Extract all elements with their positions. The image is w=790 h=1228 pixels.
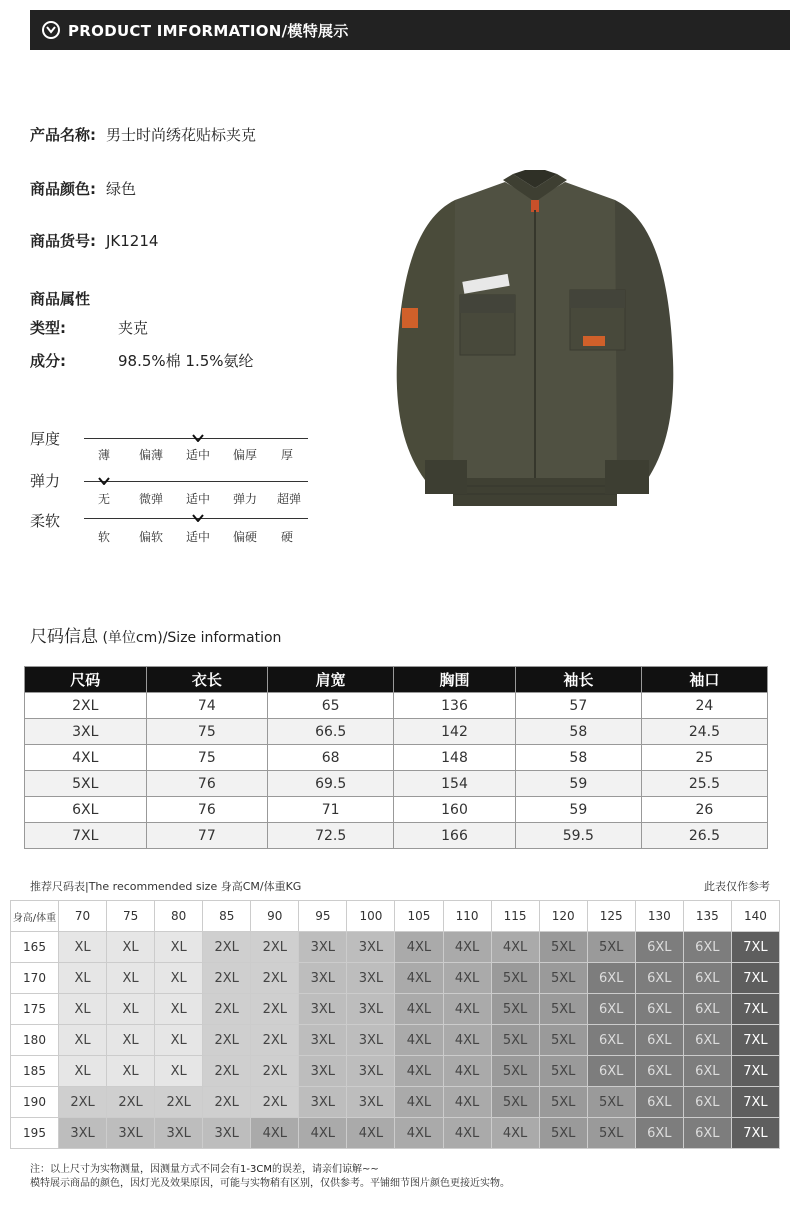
scale-option: 厚	[280, 448, 293, 462]
recommend-size-cell: 5XL	[539, 994, 587, 1025]
size-table-cell: 59.5	[515, 823, 641, 849]
size-table-row	[25, 823, 768, 849]
size-table-row	[25, 745, 768, 771]
size-table-cell: 25.5	[641, 771, 767, 797]
size-table-cell: 58	[515, 745, 641, 771]
recommend-size-cell: 6XL	[587, 994, 635, 1025]
recommend-row	[11, 1056, 780, 1087]
size-table-cell: 59	[515, 797, 641, 823]
size-table-header-cell: 袖口	[641, 667, 767, 693]
recommend-size-cell: 7XL	[731, 963, 779, 994]
recommend-size-cell: 5XL	[491, 1025, 539, 1056]
recommend-size-cell: 2XL	[203, 994, 251, 1025]
recommend-weight-cell: 110	[443, 901, 491, 932]
recommend-size-cell: 5XL	[539, 932, 587, 963]
size-table-cell: 76	[146, 797, 268, 823]
product-name-row	[30, 124, 256, 145]
recommend-weight-cell: 95	[299, 901, 347, 932]
recommend-size-cell: 4XL	[299, 1118, 347, 1149]
banner-title: PRODUCT IMFORMATION/模特展示	[68, 21, 349, 40]
recommend-size-cell: 4XL	[491, 1118, 539, 1149]
recommend-size-cell: 3XL	[155, 1118, 203, 1149]
recommend-size-cell: 3XL	[347, 994, 395, 1025]
recommend-size-cell: 6XL	[635, 1118, 683, 1149]
jacket-product-image	[385, 160, 685, 515]
composition-row	[30, 350, 254, 371]
recommend-size-cell: 5XL	[539, 963, 587, 994]
recommend-row	[11, 1025, 780, 1056]
recommend-weight-cell: 105	[395, 901, 443, 932]
product-name-value: 男士时尚绣花贴标夹克	[106, 126, 257, 144]
product-sku-row	[30, 230, 158, 251]
size-table-header-cell: 袖长	[515, 667, 641, 693]
recommend-size-cell: 6XL	[683, 932, 731, 963]
recommend-height-cell: 170	[11, 963, 59, 994]
type-value: 夹克	[118, 319, 149, 337]
size-table-cell: 136	[394, 693, 516, 719]
recommend-size-cell: 2XL	[107, 1087, 155, 1118]
recommend-size-cell: 5XL	[587, 1087, 635, 1118]
recommend-size-cell: 3XL	[347, 1025, 395, 1056]
recommend-size-cell: 6XL	[683, 1056, 731, 1087]
size-table-row	[25, 693, 768, 719]
scale-option: 薄	[97, 448, 110, 462]
scale-marker-icon	[98, 477, 110, 485]
recommend-size-cell: XL	[155, 932, 203, 963]
recommend-size-cell: XL	[107, 994, 155, 1025]
chevron-down-icon	[42, 21, 60, 39]
attributes-label: 商品属性	[30, 290, 91, 308]
recommend-size-cell: 4XL	[395, 932, 443, 963]
scale-label: 厚度	[30, 430, 61, 448]
recommend-size-cell: 6XL	[635, 963, 683, 994]
recommend-size-cell: XL	[59, 963, 107, 994]
scale-option: 软	[97, 530, 110, 544]
size-table-header	[25, 667, 768, 693]
recommend-height-cell: 165	[11, 932, 59, 963]
size-table-cell: 6XL	[25, 797, 147, 823]
scale-option: 无	[97, 492, 110, 506]
recommend-size-cell: 4XL	[443, 1056, 491, 1087]
recommend-header-row	[11, 901, 780, 932]
recommend-weight-cell: 70	[59, 901, 107, 932]
product-color-row	[30, 178, 136, 199]
recommend-size-cell: 3XL	[203, 1118, 251, 1149]
size-table-cell: 76	[146, 771, 268, 797]
recommend-size-cell: XL	[155, 963, 203, 994]
recommend-size-cell: XL	[155, 1056, 203, 1087]
scale-marker-icon	[192, 514, 204, 522]
recommend-weight-cell: 130	[635, 901, 683, 932]
footnote-line-2: 模特展示商品的颜色，因灯光及效果原因，可能与实物稍有区别，仅供参考。平铺细节图片颜色更接近实物。	[30, 1178, 510, 1189]
scale-option: 偏硬	[232, 530, 257, 544]
recommend-size-cell: 2XL	[59, 1087, 107, 1118]
recommend-row	[11, 994, 780, 1025]
recommend-size-cell: 4XL	[443, 1025, 491, 1056]
recommend-size-cell: 6XL	[635, 1025, 683, 1056]
recommend-size-cell: 5XL	[491, 994, 539, 1025]
size-table-cell: 69.5	[268, 771, 394, 797]
scale-line	[84, 481, 308, 482]
recommend-size-cell: 3XL	[299, 994, 347, 1025]
recommend-size-cell: 3XL	[299, 1056, 347, 1087]
size-table-cell: 24	[641, 693, 767, 719]
recommend-table	[10, 900, 780, 1149]
size-table-cell: 24.5	[641, 719, 767, 745]
product-attributes-heading	[30, 288, 90, 309]
scale-option: 偏软	[138, 530, 163, 544]
recommend-size-cell: 4XL	[443, 1087, 491, 1118]
scale-option: 超弹	[276, 492, 301, 506]
size-table-cell: 142	[394, 719, 516, 745]
size-table-row	[25, 797, 768, 823]
recommend-size-cell: XL	[59, 932, 107, 963]
recommend-size-cell: 6XL	[635, 1087, 683, 1118]
recommend-weight-cell: 120	[539, 901, 587, 932]
recommend-size-cell: XL	[59, 1056, 107, 1087]
size-table-cell: 25	[641, 745, 767, 771]
recommend-size-cell: 7XL	[731, 994, 779, 1025]
recommend-height-cell: 175	[11, 994, 59, 1025]
size-table-cell: 5XL	[25, 771, 147, 797]
recommend-size-cell: 4XL	[443, 963, 491, 994]
recommend-size-cell: 6XL	[635, 932, 683, 963]
size-table-cell: 154	[394, 771, 516, 797]
recommend-size-cell: 5XL	[539, 1025, 587, 1056]
recommend-size-cell: 3XL	[299, 1025, 347, 1056]
recommend-size-cell: 6XL	[635, 1056, 683, 1087]
recommend-size-cell: XL	[107, 1056, 155, 1087]
scale-label: 柔软	[30, 512, 61, 530]
product-color-value: 绿色	[106, 180, 137, 198]
recommend-weight-cell: 125	[587, 901, 635, 932]
scale-option: 偏厚	[232, 448, 257, 462]
section-banner	[30, 10, 790, 50]
recommend-size-cell: 3XL	[299, 932, 347, 963]
recommend-size-cell: 2XL	[203, 963, 251, 994]
recommend-size-cell: 5XL	[539, 1087, 587, 1118]
scale-option: 偏薄	[138, 448, 163, 462]
recommend-size-cell: XL	[107, 963, 155, 994]
recommend-size-cell: 5XL	[539, 1056, 587, 1087]
recommend-size-cell: 4XL	[395, 1087, 443, 1118]
recommend-height-cell: 185	[11, 1056, 59, 1087]
recommend-size-cell: 4XL	[443, 1118, 491, 1149]
recommend-weight-cell: 85	[203, 901, 251, 932]
recommend-size-cell: 6XL	[587, 963, 635, 994]
recommend-size-cell: 7XL	[731, 932, 779, 963]
size-info-heading: 尺码信息	[30, 627, 98, 647]
recommend-size-cell: XL	[155, 994, 203, 1025]
recommend-size-cell: XL	[155, 1025, 203, 1056]
size-table-row	[25, 771, 768, 797]
scale-option: 适中	[185, 492, 210, 506]
composition-label: 成分:	[30, 352, 66, 370]
size-table-row	[25, 719, 768, 745]
recommend-size-cell: 5XL	[491, 1056, 539, 1087]
recommend-size-cell: 4XL	[395, 1025, 443, 1056]
size-table-cell: 66.5	[268, 719, 394, 745]
recommend-height-cell: 195	[11, 1118, 59, 1149]
size-table-cell: 4XL	[25, 745, 147, 771]
recommend-size-cell: 6XL	[683, 1087, 731, 1118]
scale-marker-icon	[192, 434, 204, 442]
product-sku-label: 商品货号:	[30, 232, 96, 250]
recommend-height-cell: 190	[11, 1087, 59, 1118]
product-sku-value: JK1214	[106, 232, 159, 250]
recommend-weight-cell: 80	[155, 901, 203, 932]
recommend-row	[11, 963, 780, 994]
recommend-size-cell: 7XL	[731, 1056, 779, 1087]
recommend-row	[11, 932, 780, 963]
size-table-cell: 58	[515, 719, 641, 745]
recommend-size-cell: 3XL	[299, 1087, 347, 1118]
recommend-size-cell: 3XL	[347, 1056, 395, 1087]
composition-value: 98.5%棉 1.5%氨纶	[118, 352, 254, 370]
recommend-size-cell: 6XL	[683, 994, 731, 1025]
scale-option: 弹力	[232, 492, 257, 506]
scale-label: 弹力	[30, 472, 61, 490]
recommend-weight-cell: 135	[683, 901, 731, 932]
size-table-cell: 7XL	[25, 823, 147, 849]
recommend-size-cell: 6XL	[683, 1025, 731, 1056]
recommend-size-cell: XL	[59, 1025, 107, 1056]
recommend-size-cell: 2XL	[251, 1056, 299, 1087]
recommend-size-cell: 3XL	[347, 932, 395, 963]
recommend-row	[11, 1087, 780, 1118]
size-table	[24, 666, 768, 849]
recommend-row	[11, 1118, 780, 1149]
recommend-size-cell: 4XL	[251, 1118, 299, 1149]
recommend-size-cell: 6XL	[683, 963, 731, 994]
recommend-weight-cell: 100	[347, 901, 395, 932]
recommend-size-cell: 7XL	[731, 1087, 779, 1118]
scale-option: 硬	[280, 530, 293, 544]
recommend-size-cell: 6XL	[587, 1025, 635, 1056]
type-label: 类型:	[30, 319, 66, 337]
recommend-height-cell: 180	[11, 1025, 59, 1056]
recommend-size-cell: 5XL	[539, 1118, 587, 1149]
recommend-size-cell: 4XL	[395, 994, 443, 1025]
footnote-line-1: 注：以上尺寸为实物测量，因测量方式不同会有1-3CM的误差，请亲们谅解~~	[30, 1164, 379, 1175]
recommend-weight-cell: 90	[251, 901, 299, 932]
recommend-size-cell: 5XL	[587, 1118, 635, 1149]
size-table-cell: 71	[268, 797, 394, 823]
size-table-header-cell: 胸围	[394, 667, 516, 693]
recommend-size-cell: 6XL	[635, 994, 683, 1025]
size-table-cell: 26	[641, 797, 767, 823]
size-table-cell: 74	[146, 693, 268, 719]
recommend-size-cell: 3XL	[107, 1118, 155, 1149]
recommend-size-cell: 4XL	[443, 932, 491, 963]
recommend-note: 此表仅作参考	[704, 880, 770, 893]
scale-option: 微弹	[138, 492, 163, 506]
recommend-title: 推荐尺码表|The recommended size 身高CM/体重KG	[30, 880, 302, 893]
size-table-cell: 75	[146, 745, 268, 771]
size-table-header-cell: 肩宽	[268, 667, 394, 693]
recommend-size-cell: 3XL	[299, 963, 347, 994]
type-row	[30, 317, 148, 338]
size-table-cell: 68	[268, 745, 394, 771]
size-table-cell: 77	[146, 823, 268, 849]
recommend-size-cell: XL	[59, 994, 107, 1025]
recommend-size-cell: 4XL	[491, 932, 539, 963]
size-table-cell: 75	[146, 719, 268, 745]
recommend-size-cell: 6XL	[587, 1056, 635, 1087]
recommend-size-cell: 4XL	[443, 994, 491, 1025]
recommend-size-cell: 5XL	[587, 932, 635, 963]
size-table-cell: 26.5	[641, 823, 767, 849]
recommend-size-cell: 7XL	[731, 1025, 779, 1056]
recommend-size-cell: 3XL	[347, 963, 395, 994]
recommend-size-cell: XL	[107, 932, 155, 963]
size-table-cell: 160	[394, 797, 516, 823]
recommend-size-cell: 4XL	[395, 1056, 443, 1087]
recommend-size-cell: 2XL	[251, 932, 299, 963]
recommend-size-cell: 4XL	[395, 1118, 443, 1149]
recommend-size-cell: 5XL	[491, 1087, 539, 1118]
recommend-size-cell: 4XL	[395, 963, 443, 994]
recommend-weight-cell: 140	[731, 901, 779, 932]
recommend-size-cell: 6XL	[683, 1118, 731, 1149]
recommend-size-cell: 2XL	[203, 1025, 251, 1056]
recommend-weight-cell: 115	[491, 901, 539, 932]
recommend-size-cell: 4XL	[347, 1118, 395, 1149]
recommend-size-cell: 2XL	[203, 1056, 251, 1087]
recommend-size-cell: 2XL	[203, 1087, 251, 1118]
size-info-unit: (单位cm)/Size information	[98, 630, 282, 646]
size-table-header-cell: 衣长	[146, 667, 268, 693]
size-table-cell: 148	[394, 745, 516, 771]
recommend-weight-cell: 75	[107, 901, 155, 932]
size-table-cell: 65	[268, 693, 394, 719]
size-table-cell: 3XL	[25, 719, 147, 745]
product-name-label: 产品名称:	[30, 126, 96, 144]
recommend-size-cell: 2XL	[251, 994, 299, 1025]
recommend-size-cell: 7XL	[731, 1118, 779, 1149]
size-table-cell: 72.5	[268, 823, 394, 849]
recommend-size-cell: 5XL	[491, 963, 539, 994]
recommend-corner-cell: 身高/体重	[11, 901, 59, 932]
size-table-header-cell: 尺码	[25, 667, 147, 693]
scale-option: 适中	[185, 530, 210, 544]
recommend-size-cell: 3XL	[59, 1118, 107, 1149]
size-table-cell: 2XL	[25, 693, 147, 719]
scale-option: 适中	[185, 448, 210, 462]
recommend-size-cell: 2XL	[251, 1025, 299, 1056]
size-info-title	[30, 622, 281, 647]
recommend-size-cell: XL	[107, 1025, 155, 1056]
recommend-size-cell: 2XL	[251, 1087, 299, 1118]
recommend-size-cell: 2XL	[251, 963, 299, 994]
size-table-cell: 57	[515, 693, 641, 719]
size-table-cell: 59	[515, 771, 641, 797]
recommend-size-cell: 2XL	[203, 932, 251, 963]
recommend-size-cell: 2XL	[155, 1087, 203, 1118]
recommend-size-cell: 3XL	[347, 1087, 395, 1118]
product-color-label: 商品颜色:	[30, 180, 96, 198]
size-table-cell: 166	[394, 823, 516, 849]
